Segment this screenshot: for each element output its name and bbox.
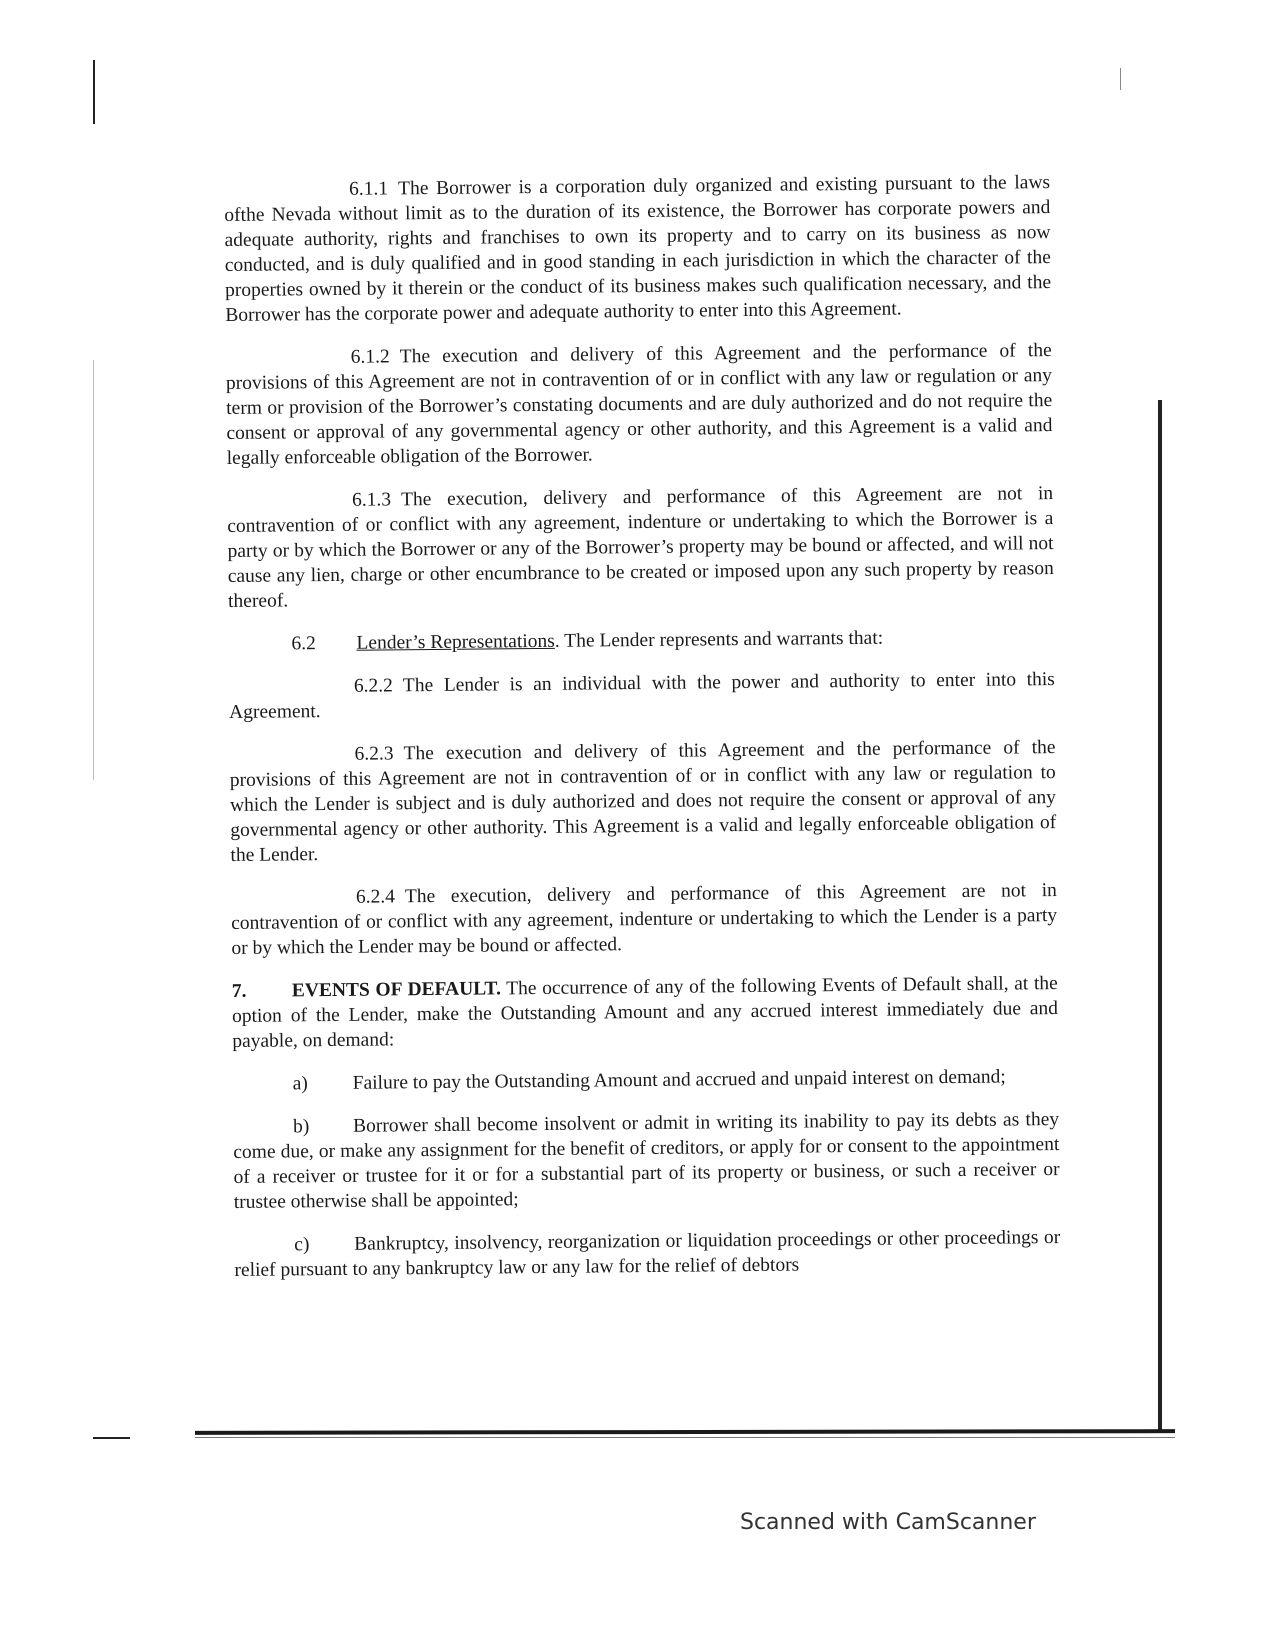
section-number: 6.1.2 [350, 346, 390, 368]
list-item-b [233, 1107, 1060, 1215]
footer-rule [195, 1429, 1175, 1435]
paragraph-text: The execution, delivery and performance of this Agreement are not in contravention of or conflict with any agreement, indenture or undertaking to which the Lender is a party or by which the Lender may be bound or affected. [231, 880, 1058, 959]
paragraph-6-2-2 [229, 667, 1055, 725]
section-number: 6.2 [291, 633, 316, 655]
paragraph-6-1-1 [224, 170, 1051, 328]
paragraph-6-1-3 [227, 481, 1054, 614]
list-item-c [234, 1225, 1060, 1283]
scan-edge-mark-left [93, 60, 95, 124]
paragraph-text: The occurrence of any of the following Events of Default shall, at the option of the Lender, make the Outstanding Amount and any accrued interest immediately due and payable, on demand: [231, 973, 1059, 1052]
article-7 [232, 971, 1059, 1054]
camscanner-watermark: Scanned with CamScanner [740, 1510, 1036, 1535]
section-number: 6.2.2 [353, 675, 393, 697]
scan-edge-mark-left-mid [93, 360, 94, 780]
footer-dash [93, 1437, 130, 1439]
section-heading: Lender’s Representations [356, 630, 555, 654]
section-number: 6.1.3 [351, 489, 392, 511]
paragraph-6-2-3 [229, 735, 1056, 868]
section-number: 6.2.4 [355, 886, 396, 908]
document-body [224, 170, 1061, 1301]
paragraph-text: The execution, delivery and performance of this Agreement are not in contravention of or conflict with any agreement, indenture or undertaking to which the Borrower is a party or by which the Borrower or any of the Borrower’s property may be bound or affected, and will not cause any lien, charge or other encumbrance to be created or imposed upon any such property by reason thereof. [227, 483, 1054, 612]
paragraph-text: The execution and delivery of this Agreement and the performance of the provisions of this Agreement are not in contravention of or in conflict with any law or regulation to which the Lender is subject and is duly authorized and does not require the consent or approval of any governmental agency or other authority. This Agreement is a valid and legally enforceable obligation of the Lender. [229, 737, 1057, 866]
scan-edge-mark-right [1158, 400, 1162, 1430]
list-letter: b) [293, 1116, 310, 1138]
footer-rule-thin [195, 1437, 1175, 1438]
list-letter: a) [292, 1073, 308, 1095]
paragraph-text: The Lender is an individual with the power and authority to enter into this Agreement. [229, 669, 1055, 723]
article-heading: EVENTS OF DEFAULT. [291, 978, 501, 1002]
section-number: 6.2.3 [354, 743, 394, 765]
list-letter: c) [294, 1234, 310, 1256]
paragraph-6-1-2 [226, 338, 1053, 471]
paragraph-text: The execution and delivery of this Agreement and the performance of the provisions of this Agreement are not in contravention of or in conflict with any law or regulation or any term or provision of the Borrower’s constating documents and are duly authorized and do not require the consent or approval of any governmental agency or other authority, and this Agreement is a valid and legally enforceable obligation of the Borrower. [225, 340, 1053, 469]
paragraph-text: The Borrower is a corporation duly organized and existing pursuant to the laws ofthe Nevada without limit as to the duration of its existence, the Borrower has corporate powers and adequate authority, rights and franchises to own its property and to carry on its business as now conducted, and is duly qualified and in good standing in each jurisdiction in which the character of the properties owned by it therein or the conduct of its business makes such qualification necessary, and the Borrower has the corporate power and adequate authority to enter into this Agreement. [224, 172, 1052, 326]
paragraph-text: Failure to pay the Outstanding Amount and accrued and unpaid interest on demand; [352, 1066, 1006, 1094]
list-item-a [233, 1064, 1059, 1097]
paragraph-6-2-4 [231, 878, 1058, 961]
section-number: 6.1.1 [349, 178, 389, 200]
scan-edge-mark-right-top [1120, 68, 1121, 90]
paragraph-text: . The Lender represents and warrants that: [554, 627, 884, 652]
paragraph-text: Borrower shall become insolvent or admit in writing its inability to pay its debts as they come due, or make any assignment for the benefit of creditors, or apply for or consent to the appointment of a receiver or trustee for it or for a substantial part of its property or business, or such a receiver or trustee otherwise shall be appointed; [233, 1109, 1060, 1213]
paragraph-6-2 [228, 624, 1054, 657]
paragraph-text: Bankruptcy, insolvency, reorganization or liquidation proceedings or other proceedings or relief pursuant to any bankruptcy law or any law for the relief of debtors [234, 1227, 1061, 1281]
article-number: 7. [231, 980, 247, 1002]
